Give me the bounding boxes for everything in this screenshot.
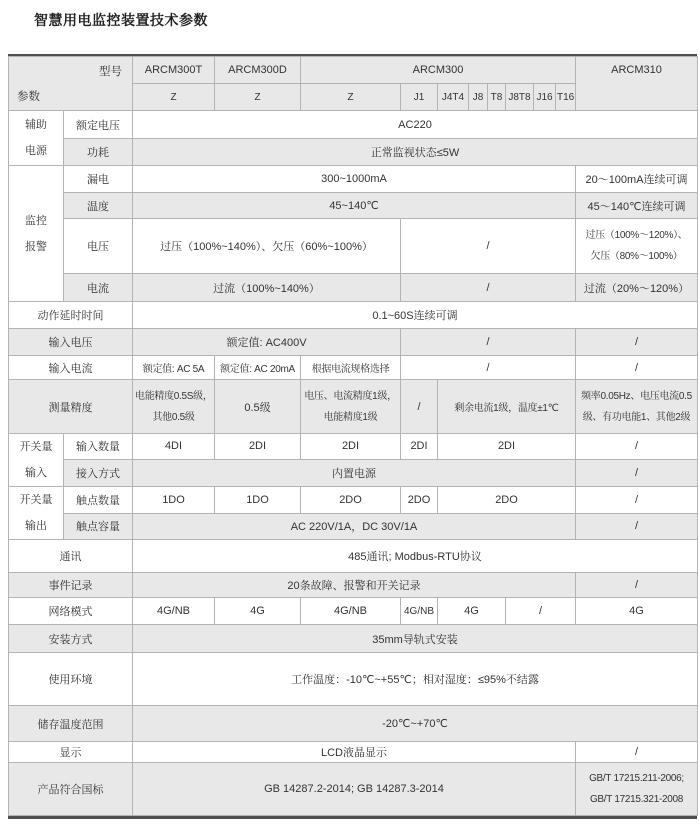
- cell-di-mode-310: /: [576, 459, 698, 486]
- cell-input-current-300t: 额定值: AC 5A: [133, 356, 215, 380]
- group-di: [9, 434, 64, 487]
- label-environment: 使用环境: [9, 653, 133, 706]
- variant-300d: Z: [215, 84, 301, 111]
- variant-j16: J16: [534, 84, 556, 111]
- cell-accuracy-300t: [133, 380, 215, 434]
- row-leakage: [9, 166, 698, 193]
- row-environment: [9, 653, 698, 706]
- row-power: [9, 139, 698, 166]
- group-mon-line2: 报警: [25, 240, 47, 253]
- label-accuracy: 测量精度: [9, 380, 133, 434]
- row-do-count: [9, 487, 698, 514]
- row-delay: [9, 302, 698, 329]
- row-mounting: [9, 625, 698, 653]
- label-events: 事件记录: [9, 573, 133, 598]
- header-arcm310: ARCM310: [576, 57, 698, 111]
- cell-temp: 45~140℃: [133, 193, 576, 219]
- row-di-mode: [9, 459, 698, 486]
- row-events: [9, 573, 698, 598]
- cell-accuracy-300z: [301, 380, 401, 434]
- variant-300t: Z: [133, 84, 215, 111]
- variant-t8: T8: [488, 84, 506, 111]
- row-accuracy: [9, 380, 698, 434]
- label-input-voltage: 输入电压: [9, 329, 133, 356]
- cell-network-mid1: 4G: [438, 598, 506, 625]
- variant-j4t4: J4T4: [438, 84, 469, 111]
- cell-network-mid2: /: [506, 598, 576, 625]
- corner-model-label: 型号: [99, 66, 122, 78]
- cell-current-mid: /: [401, 274, 576, 302]
- variant-j1: J1: [401, 84, 438, 111]
- row-di-count: [9, 434, 698, 460]
- cell-di-mode: 内置电源: [133, 459, 576, 486]
- label-delay: 动作延时时间: [9, 302, 133, 329]
- group-do-line1: 开关量: [19, 494, 53, 506]
- row-temp: [9, 193, 698, 219]
- spec-table-wrap: [8, 54, 697, 819]
- cell-accuracy-300t-line1: 电能精度0.5S级，: [135, 390, 213, 402]
- cell-do-capacity-310: /: [576, 513, 698, 540]
- cell-network-310: 4G: [576, 598, 698, 625]
- row-do-capacity: [9, 513, 698, 540]
- cell-di-count-300t: 4DI: [133, 434, 215, 460]
- cell-standards-310: [576, 763, 698, 816]
- cell-di-count-300d: 2DI: [215, 434, 301, 460]
- cell-leakage-310: 20～100mA连续可调: [576, 166, 698, 193]
- label-rated-voltage: 额定电压: [64, 111, 133, 139]
- row-display: [9, 742, 698, 763]
- group-di-line2: 输入: [25, 467, 47, 479]
- cell-current: 过流（100%~140%）: [133, 274, 401, 302]
- variant-j8: J8: [469, 84, 488, 111]
- group-aux-line1: 辅助: [25, 119, 47, 131]
- cell-rated-voltage: AC220: [133, 111, 698, 139]
- cell-input-voltage-mid: /: [401, 329, 576, 356]
- cell-accuracy-300z-line2: 电能精度1级: [323, 411, 378, 423]
- label-voltage: 电压: [64, 219, 133, 274]
- cell-do-capacity: AC 220V/1A，DC 30V/1A: [133, 513, 576, 540]
- cell-do-count-300t: 1DO: [133, 487, 215, 514]
- cell-accuracy-300t-line2: 其他0.5级: [152, 411, 195, 423]
- group-di-line1: 开关量: [19, 441, 53, 453]
- cell-voltage-mid: /: [401, 219, 576, 274]
- cell-temp-310: 45～140℃连续可调: [576, 193, 698, 219]
- label-power: 功耗: [64, 139, 133, 166]
- cell-standards: GB 14287.2-2014; GB 14287.3-2014: [133, 763, 576, 816]
- header-arcm300d: ARCM300D: [215, 57, 301, 84]
- group-do-line2: 输出: [25, 520, 47, 532]
- cell-delay: 0.1~60S连续可调: [133, 302, 698, 329]
- label-network: 网络模式: [9, 598, 133, 625]
- group-monitor-alarm: [9, 166, 64, 302]
- corner-param-label: 参数: [17, 91, 40, 103]
- row-input-current: [9, 356, 698, 380]
- group-aux-power: [9, 111, 64, 166]
- label-temp: 温度: [64, 193, 133, 219]
- cell-network-300d: 4G: [215, 598, 301, 625]
- cell-input-current-mid: /: [401, 356, 576, 380]
- label-leakage: 漏电: [64, 166, 133, 193]
- cell-voltage-310: [576, 219, 698, 274]
- label-storage: 储存温度范围: [9, 706, 133, 742]
- cell-do-count-j1: 2DO: [401, 487, 438, 514]
- label-mounting: 安装方式: [9, 625, 133, 653]
- row-standards: [9, 763, 698, 816]
- cell-input-voltage: 额定值: AC400V: [133, 329, 401, 356]
- cell-di-count-300z: 2DI: [301, 434, 401, 460]
- cell-network-300z: 4G/NB: [301, 598, 401, 625]
- label-display: 显示: [9, 742, 133, 763]
- cell-input-current-300z: 根据电流规格选择: [301, 356, 401, 380]
- cell-input-current-310: /: [576, 356, 698, 380]
- cell-storage: -20℃~+70℃: [133, 706, 698, 742]
- row-voltage: [9, 219, 698, 274]
- cell-standards-310-line1: GB/T 17215.211-2006;: [589, 773, 684, 784]
- corner-cell: [9, 57, 133, 111]
- cell-leakage: 300~1000mA: [133, 166, 576, 193]
- cell-comm: 485通讯; Modbus-RTU协议: [133, 540, 698, 573]
- label-comm: 通讯: [9, 540, 133, 573]
- cell-accuracy-310-line1: 频率0.05Hz、电压电流0.5: [581, 390, 692, 402]
- cell-accuracy-j1: /: [401, 380, 438, 434]
- header-row-models: [9, 57, 698, 84]
- row-rated-voltage: [9, 111, 698, 139]
- cell-network-300t: 4G/NB: [133, 598, 215, 625]
- cell-voltage-310-line2: 欠压（80%～100%）: [590, 251, 683, 262]
- cell-display-310: /: [576, 742, 698, 763]
- label-current: 电流: [64, 274, 133, 302]
- page-title: 智慧用电监控装置技术参数: [34, 12, 208, 28]
- cell-do-count-rest: 2DO: [438, 487, 576, 514]
- cell-standards-310-line2: GB/T 17215.321-2008: [589, 794, 684, 805]
- header-arcm300: ARCM300: [301, 57, 576, 84]
- group-mon-line1: 监控: [25, 214, 47, 227]
- group-aux-line2: 电源: [25, 145, 47, 157]
- cell-mounting: 35mm导轨式安装: [133, 625, 698, 653]
- cell-accuracy-300z-line1: 电压、电流精度1级，: [304, 390, 397, 402]
- cell-accuracy-310: [576, 380, 698, 434]
- spec-table: [8, 56, 698, 816]
- label-do-count: 触点数量: [64, 487, 133, 514]
- row-input-voltage: [9, 329, 698, 356]
- cell-accuracy-300d: 0.5级: [215, 380, 301, 434]
- cell-network-j1: 4G/NB: [401, 598, 438, 625]
- cell-do-count-310: /: [576, 487, 698, 514]
- page: [0, 10, 699, 828]
- row-network: [9, 598, 698, 625]
- cell-di-count-j1: 2DI: [401, 434, 438, 460]
- group-do: [9, 487, 64, 540]
- label-do-capacity: 触点容量: [64, 513, 133, 540]
- row-storage: [9, 706, 698, 742]
- variant-j8t8: J8T8: [506, 84, 534, 111]
- variant-z: Z: [301, 84, 401, 111]
- cell-events: 20条故障、报警和开关记录: [133, 573, 576, 598]
- cell-voltage-310-line1: 过压（100%～120%）、: [585, 230, 688, 241]
- label-di-mode: 接入方式: [64, 459, 133, 486]
- row-comm: [9, 540, 698, 573]
- cell-environment: 工作温度：-10℃~+55℃；相对湿度：≤95%不结露: [133, 653, 698, 706]
- header-arcm300t: ARCM300T: [133, 57, 215, 84]
- row-current: [9, 274, 698, 302]
- label-standards: 产品符合国标: [9, 763, 133, 816]
- cell-voltage: 过压（100%~140%）、欠压（60%~100%）: [133, 219, 401, 274]
- variant-t16: T16: [556, 84, 576, 111]
- label-input-current: 输入电流: [9, 356, 133, 380]
- label-di-count: 输入数量: [64, 434, 133, 460]
- cell-events-310: /: [576, 573, 698, 598]
- cell-do-count-300d: 1DO: [215, 487, 301, 514]
- cell-di-count-rest: 2DI: [438, 434, 576, 460]
- cell-display: LCD液晶显示: [133, 742, 576, 763]
- cell-power: 正常监视状态≤5W: [133, 139, 698, 166]
- cell-accuracy-rest: 剩余电流1级，温度±1℃: [438, 380, 576, 434]
- cell-do-count-300z: 2DO: [301, 487, 401, 514]
- cell-input-voltage-310: /: [576, 329, 698, 356]
- cell-accuracy-310-line2: 级、有功电能1、其他2级: [582, 411, 691, 423]
- cell-di-count-310: /: [576, 434, 698, 460]
- cell-input-current-300d: 额定值: AC 20mA: [215, 356, 301, 380]
- cell-current-310: 过流（20%～120%）: [576, 274, 698, 302]
